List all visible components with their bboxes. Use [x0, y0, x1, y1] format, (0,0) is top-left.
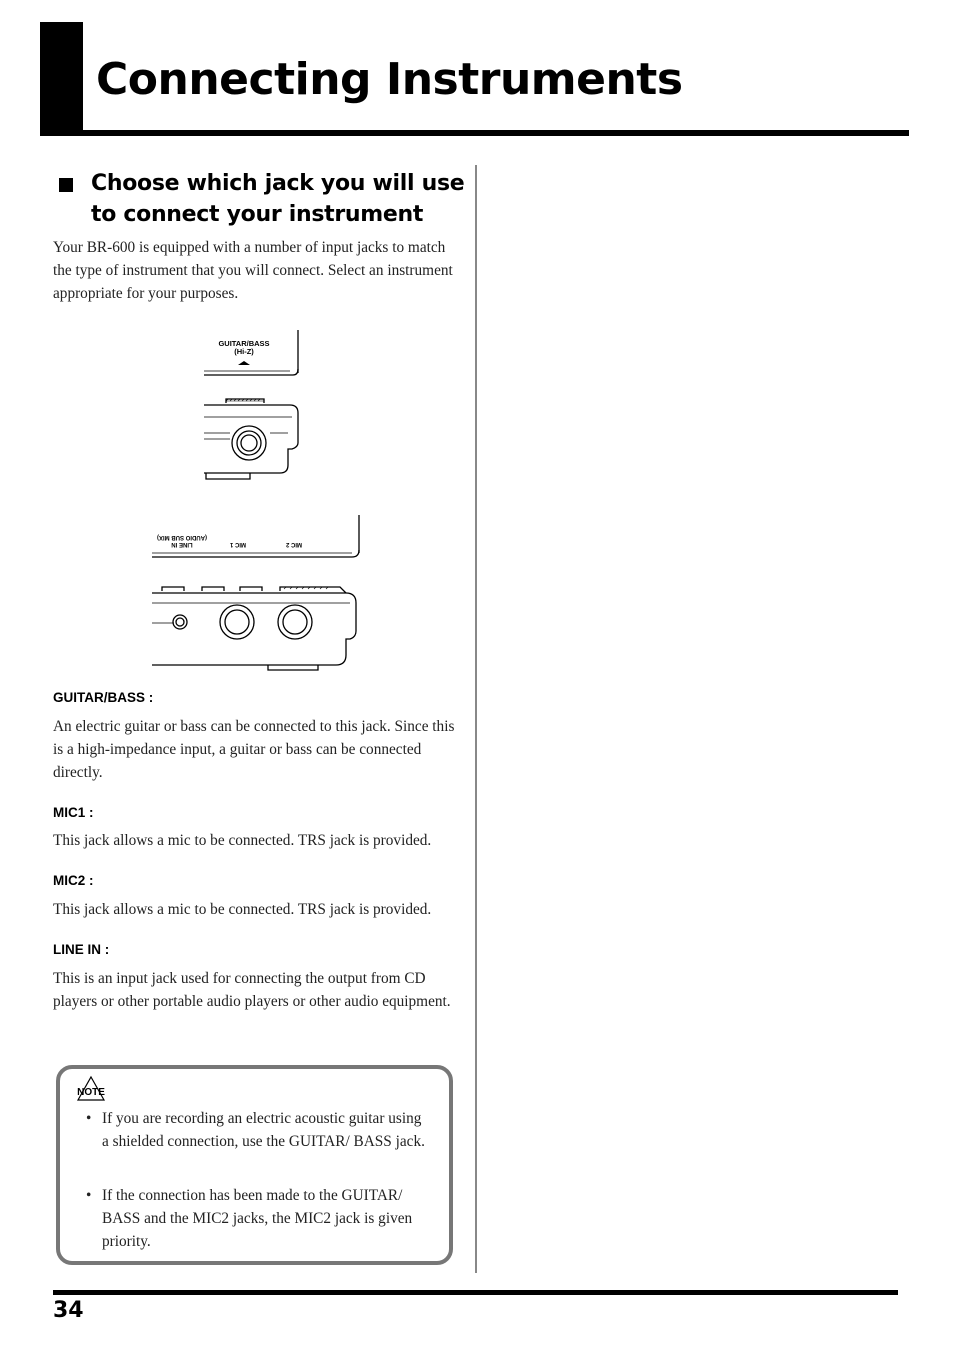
bullet-dot-icon: •: [86, 1187, 92, 1204]
mic1-label: MIC 1: [229, 541, 247, 547]
input-jacks-illustration: [140, 325, 370, 675]
footer-rule: [53, 1290, 898, 1295]
section-bullet-square: [59, 178, 73, 192]
mic2-label: MIC 2: [285, 541, 303, 547]
line-in-sub-label: (AUDIO SUB MIX): [157, 534, 207, 540]
guitar-bass-panel-sublabel: (Hi-Z): [234, 347, 254, 356]
page-number: 34: [53, 1298, 84, 1323]
column-divider: [475, 165, 477, 1273]
page-title: Connecting Instruments: [96, 54, 683, 105]
jack-description-line-in: This is an input jack used for connecting the output from CD players or other portable audio players or other audio equipment.: [53, 970, 451, 1010]
jack-description-mic1: This jack allows a mic to be connected. TRS jack is provided.: [53, 832, 432, 849]
mic-line-jack-side: [152, 587, 356, 670]
note-bullet-item: [86, 1107, 431, 1153]
guitar-bass-panel-label: GUITAR/BASS: [218, 339, 270, 348]
title-rule: [40, 130, 909, 136]
jack-description-mic2: This jack allows a mic to be connected. TRS jack is provided.: [53, 901, 432, 918]
jack-label-line-in: LINE IN :: [53, 942, 110, 957]
title-block-decoration: [40, 22, 83, 135]
jack-label-mic1: MIC1 :: [53, 805, 94, 820]
bullet-dot-icon: •: [86, 1110, 92, 1127]
arrow-up-icon: [238, 361, 250, 365]
intro-paragraph: Your BR-600 is equipped with a number of input jacks to match the type of instrument that you will connect. Select an instrument appropriate for your purposes.: [53, 239, 453, 302]
jack-description-guitar-bass: An electric guitar or bass can be connected to this jack. Since this is a high-impedance input, a guitar or bass can be connected directly.: [53, 718, 455, 781]
note-bullet-text: If the connection has been made to the GUITAR/ BASS and the MIC2 jacks, the MIC2 jack is given priority.: [102, 1187, 413, 1250]
note-bullet-item: [86, 1184, 431, 1253]
line-in-label: LINE IN: [171, 541, 193, 547]
section-heading: Choose which jack you will use to connect your instrument: [91, 171, 465, 227]
jack-label-guitar-bass: GUITAR/BASS :: [53, 690, 154, 705]
note-bullet-text: If you are recording an electric acoustic guitar using a shielded connection, use the GUITAR/ BASS jack.: [102, 1110, 425, 1150]
note-warning-icon: [73, 1075, 109, 1103]
guitar-bass-jack-side: [204, 399, 298, 479]
jack-label-mic2: MIC2 :: [53, 873, 94, 888]
note-icon-label: NOTE: [77, 1087, 105, 1098]
